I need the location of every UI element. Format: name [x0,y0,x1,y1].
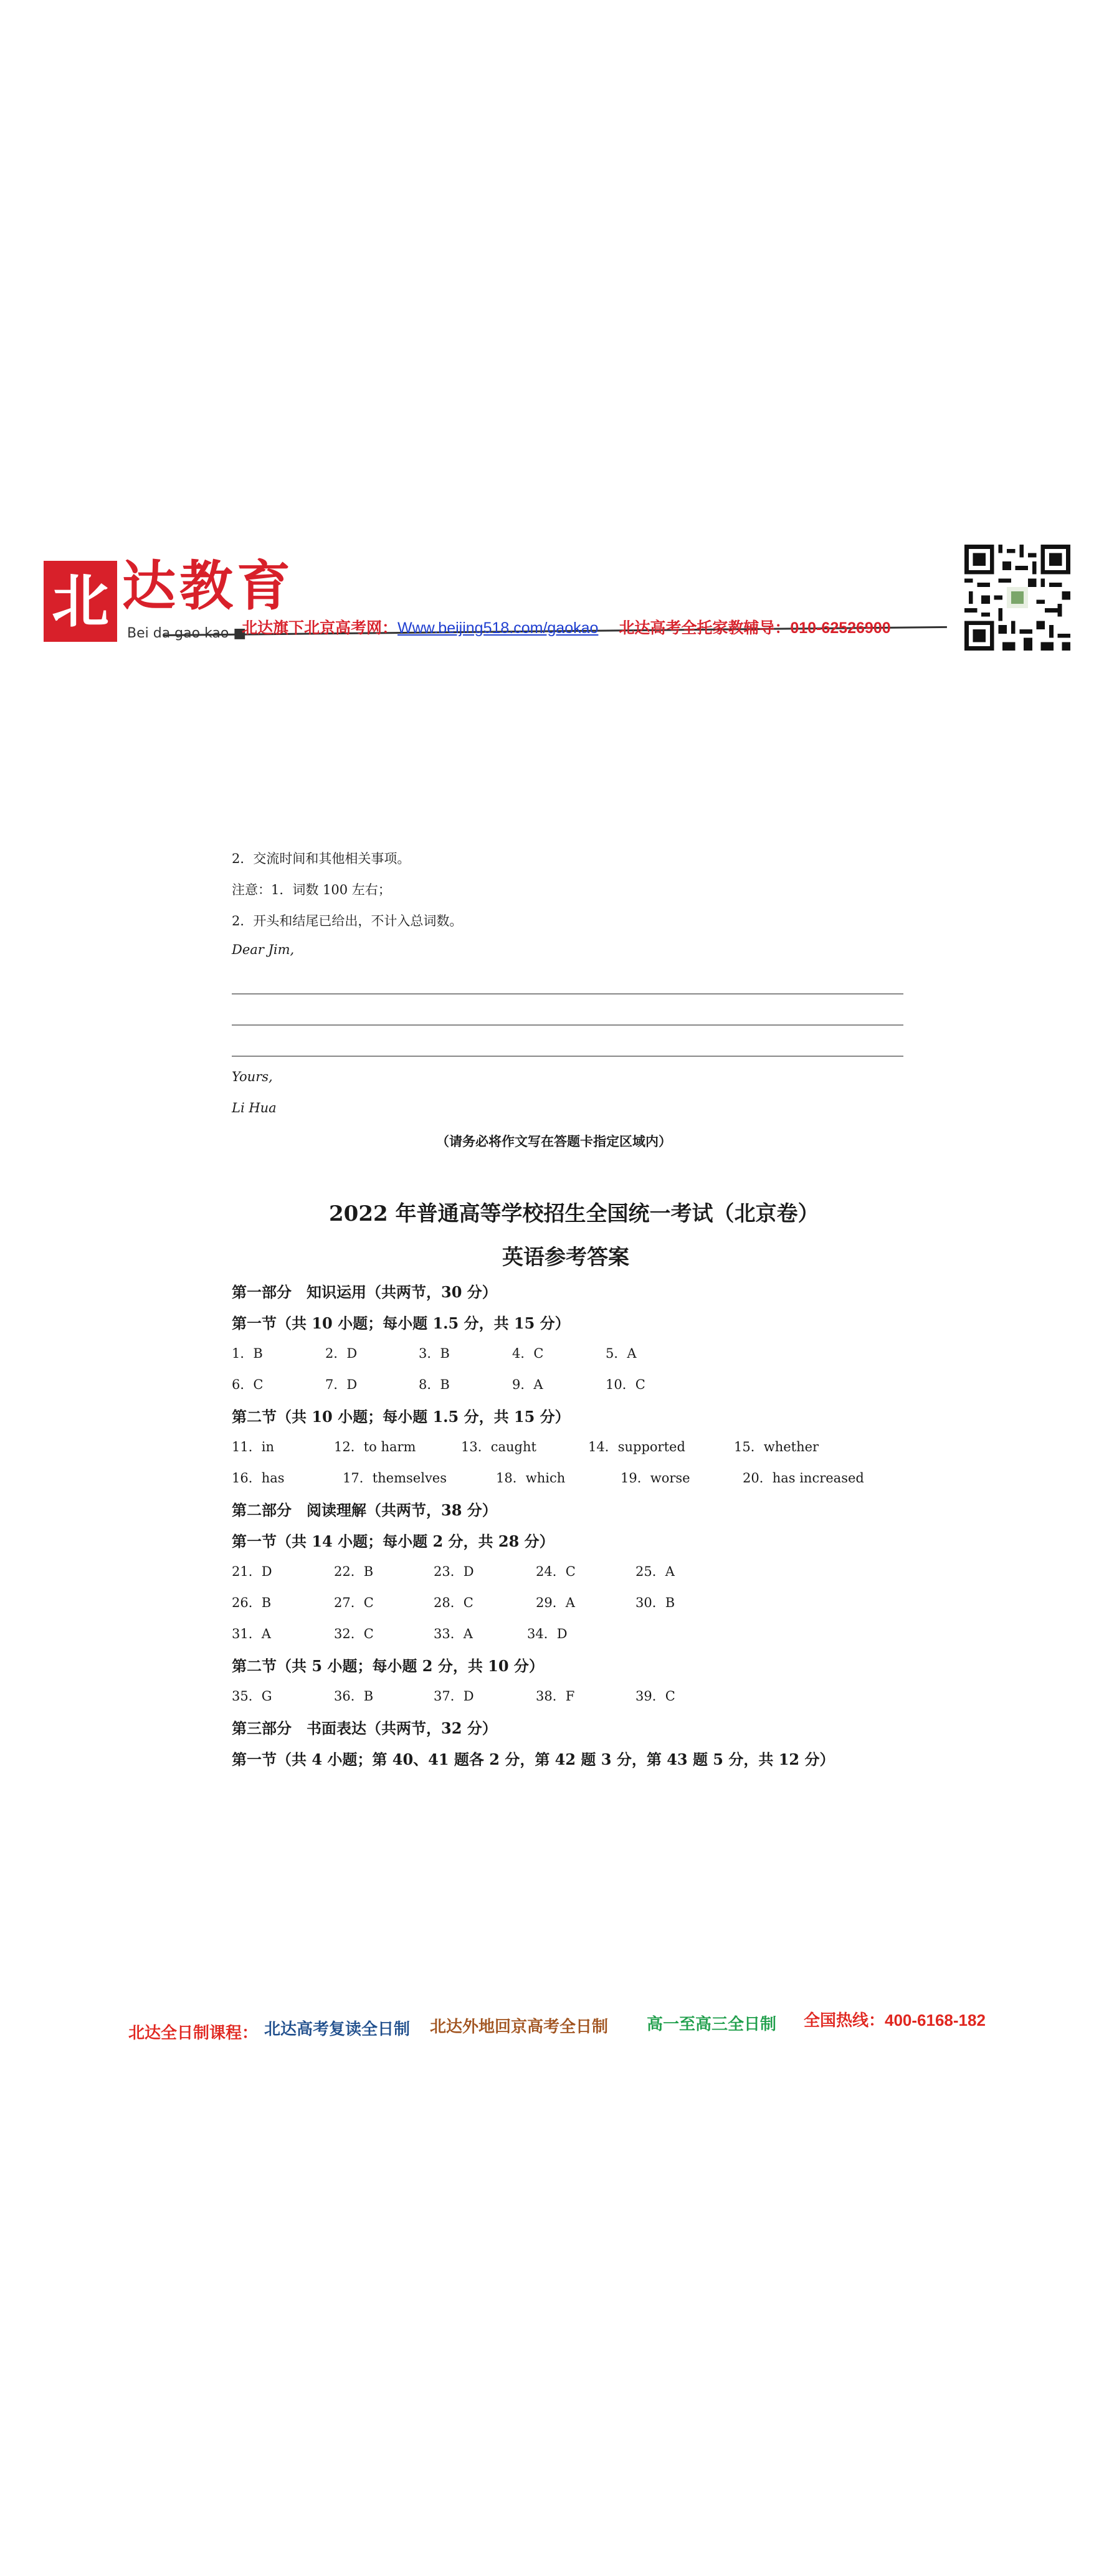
logo-mark: 北 [44,561,117,642]
answer-item: 10．C [606,1377,645,1392]
answer-item: 25．A [635,1564,675,1579]
answer-item: 14．supported [588,1439,685,1454]
letter-greeting: Dear Jim, [232,942,295,957]
letter-signature: Li Hua [232,1100,277,1115]
part3-section1-heading: 第一节（共 4 小题；第 40、41 题各 2 分，第 42 题 3 分，第 43 题 5 分，共 12 分） [232,1750,835,1768]
writing-line [232,993,903,995]
footer-course-return[interactable]: 北达外地回京高考全日制 [430,2017,609,2036]
answer-item: 30．B [635,1595,675,1610]
part2-section1-heading: 第一节（共 14 小题；每小题 2 分，共 28 分） [232,1532,554,1550]
answer-item: 29．A [536,1595,575,1610]
exam-title: 2022 年普通高等学校招生全国统一考试（北京卷） [329,1201,819,1226]
writing-line [232,1024,903,1026]
answer-item: 4．C [512,1346,544,1361]
answer-sheet-instruction: （请务必将作文写在答题卡指定区域内） [436,1133,672,1149]
note-opening-closing: 2．开头和结尾已给出，不计入总词数。 [232,914,463,928]
part3-heading: 第三部分 书面表达（共两节，32 分） [232,1719,497,1737]
answer-item: 6．C [232,1377,264,1392]
answer-item: 16．has [232,1471,285,1486]
answer-item: 20．has increased [743,1471,864,1486]
answer-item: 15．whether [734,1439,819,1454]
answer-key-title: 英语参考答案 [502,1245,629,1270]
answer-item: 24．C [536,1564,576,1579]
part1-heading: 第一部分 知识运用（共两节，30 分） [232,1283,497,1301]
task-point-2: 2．交流时间和其他相关事项。 [232,851,411,866]
note-word-count: 注意：1．词数 100 左右； [232,882,391,897]
answer-item: 31．A [232,1626,271,1641]
answer-item: 36．B [334,1689,374,1704]
answer-item: 9．A [512,1377,543,1392]
answer-item: 17．themselves [343,1471,447,1486]
answer-item: 5．A [606,1346,637,1361]
answer-item: 8．B [419,1377,450,1392]
answer-item: 12．to harm [334,1439,416,1454]
qr-code-icon [964,545,1070,651]
tutoring-hotline: 北达高考全托家教辅导：010-62526900 [619,619,891,637]
footer-courses-label: 北达全日制课程： [128,2023,259,2042]
site-label: 北达旗下北京高考网： [242,619,398,637]
answer-item: 2．D [325,1346,358,1361]
answer-item: 19．worse [621,1471,690,1486]
footer-course-highschool[interactable]: 高一至高三全日制 [647,2015,777,2033]
answer-item: 34．D [527,1626,568,1641]
answer-item: 7．D [325,1377,358,1392]
answer-item: 27．C [334,1595,374,1610]
answer-item: 37．D [434,1689,474,1704]
answer-item: 28．C [434,1595,473,1610]
answer-item: 23．D [434,1564,474,1579]
answer-item: 26．B [232,1595,272,1610]
part1-section2-heading: 第二节（共 10 小题；每小题 1.5 分，共 15 分） [232,1408,570,1426]
writing-line [232,1056,903,1057]
footer-course-repeat[interactable]: 北达高考复读全日制 [264,2020,411,2038]
part2-section2-heading: 第二节（共 5 小题；每小题 2 分，共 10 分） [232,1657,544,1675]
logo-wordmark: 达教育 [122,555,294,618]
answer-item: 11．in [232,1439,274,1454]
part2-heading: 第二部分 阅读理解（共两节，38 分） [232,1501,497,1519]
answer-item: 35．G [232,1689,272,1704]
answer-item: 13．caught [461,1439,536,1454]
letter-closing: Yours, [232,1069,273,1084]
answer-item: 33．A [434,1626,473,1641]
answer-item: 1．B [232,1346,263,1361]
site-link[interactable]: Www.beijing518.com/gaokao [397,619,599,637]
logo-pinyin: Bei da gao kao ■ [127,626,247,641]
answer-item: 18．which [496,1471,566,1486]
footer-hotline: 全国热线：400-6168-182 [804,2011,986,2030]
answer-item: 21．D [232,1564,272,1579]
answer-item: 22．B [334,1564,374,1579]
answer-item: 39．C [635,1689,675,1704]
header-info [242,616,891,638]
answer-item: 32．C [334,1626,374,1641]
answer-item: 38．F [536,1689,575,1704]
answer-item: 3．B [419,1346,450,1361]
part1-section1-heading: 第一节（共 10 小题；每小题 1.5 分，共 15 分） [232,1314,570,1332]
footer-banner [128,2011,1001,2042]
